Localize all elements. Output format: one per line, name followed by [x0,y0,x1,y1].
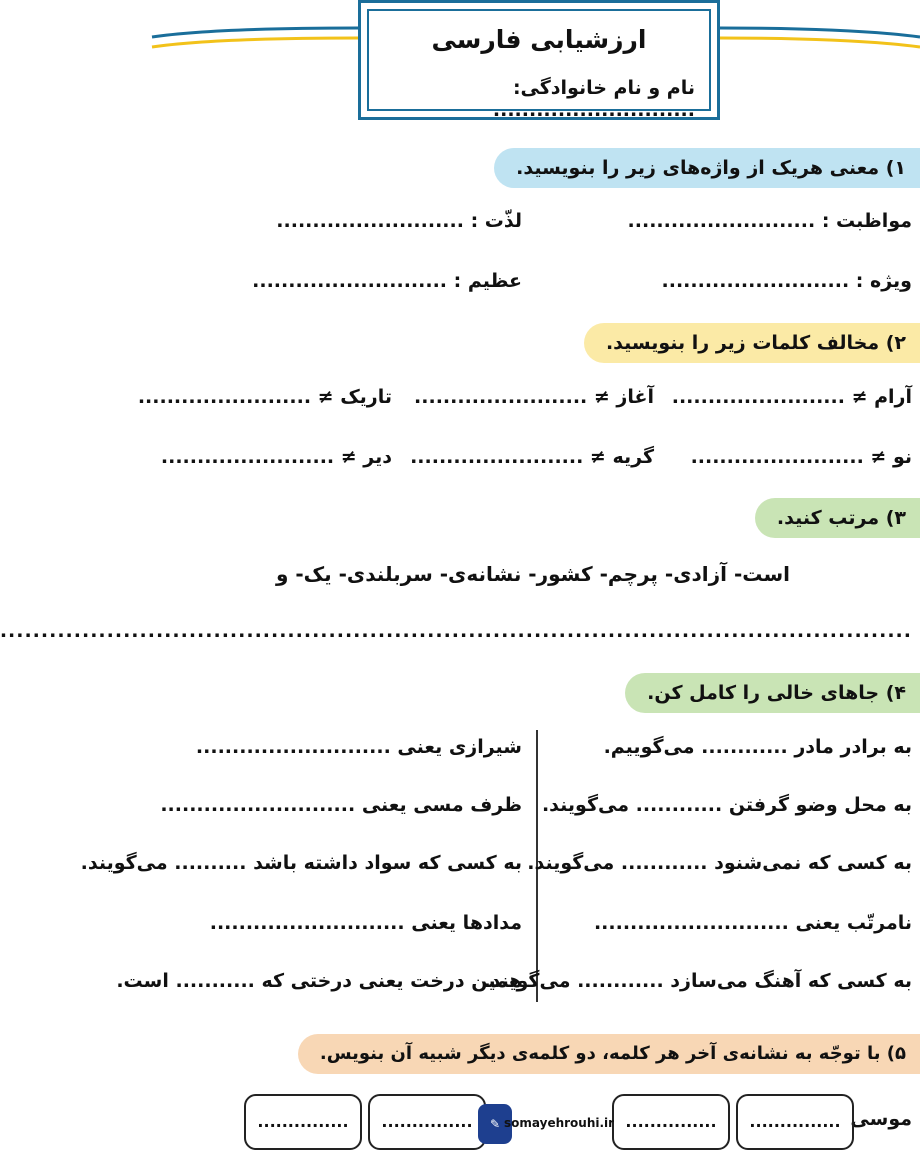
s5-word: موسی [850,1108,912,1130]
s4-left-1[interactable]: شیرازی یعنی ........................... [195,736,522,758]
s4-right-2[interactable]: به محل وضو گرفتن ............ می‌گویند. [541,794,912,816]
section-3-header: ۳) مرتب کنید. [755,498,920,538]
s5-answer-box-3[interactable]: ............... [368,1094,486,1150]
s3-answer-line[interactable]: ............................................................................................................... [0,620,912,642]
student-name-field[interactable]: نام و نام خانوادگی: ............................ [492,77,695,121]
s4-left-2[interactable]: ظرف مسی یعنی ........................... [160,794,522,816]
s2-item-2[interactable]: آغاز ≠ ........................ [414,386,654,408]
s1-word-3[interactable]: ویژه : .......................... [661,270,912,292]
s1-word-4[interactable]: عظیم : ........................... [252,270,522,292]
section-4-header: ۴) جاهای خالی را کامل کن. [625,673,920,713]
s2-item-1[interactable]: آرام ≠ ........................ [671,386,912,408]
s1-word-1[interactable]: مواظبت : .......................... [627,210,912,232]
section-5-header: ۵) با توجّه به نشانه‌ی آخر هر کلمه، دو کلمه‌ی دیگر شبیه آن بنویس. [298,1034,920,1074]
s4-left-5[interactable]: همین درخت یعنی درختی که ........... است. [116,970,522,992]
s4-left-3[interactable]: به کسی که سواد داشته باشد .......... می‌گویند. [80,852,522,874]
s2-item-4[interactable]: نو ≠ ........................ [690,446,912,468]
s2-item-6[interactable]: دیر ≠ ........................ [160,446,392,468]
s4-right-3[interactable]: به کسی که نمی‌شنود ............ می‌گویند. [527,852,912,874]
title-frame [358,0,720,120]
site-url: somayehrouhi.ir [504,1116,615,1130]
s2-item-5[interactable]: گریه ≠ ........................ [410,446,654,468]
section-1-header: ۱) معنی هریک از واژه‌های زیر را بنویسید. [494,148,920,188]
page-title: ارزشیابی فارسی [431,25,647,54]
s3-scrambled-words: است- آزادی- پرچم- کشور- نشانه‌ی- سربلندی- یک- و [275,562,790,586]
s4-right-5[interactable]: به کسی که آهنگ می‌سازد ............ می‌گویند. [483,970,912,992]
s2-item-3[interactable]: تاریک ≠ ........................ [137,386,392,408]
s4-right-1[interactable]: به برادر مادر ............ می‌گوییم. [603,736,912,758]
section-2-header: ۲) مخالف کلمات زیر را بنویسید. [584,323,920,363]
s4-right-4[interactable]: نامرتّب یعنی ........................... [593,912,912,934]
s5-answer-box-2[interactable]: ............... [612,1094,730,1150]
s1-word-2[interactable]: لذّت : .......................... [276,210,522,232]
s5-answer-box-1[interactable]: ............... [736,1094,854,1150]
site-logo-icon: ✎ [478,1104,512,1144]
s5-answer-box-4[interactable]: ............... [244,1094,362,1150]
s4-left-4[interactable]: مدادها یعنی ........................... [209,912,522,934]
